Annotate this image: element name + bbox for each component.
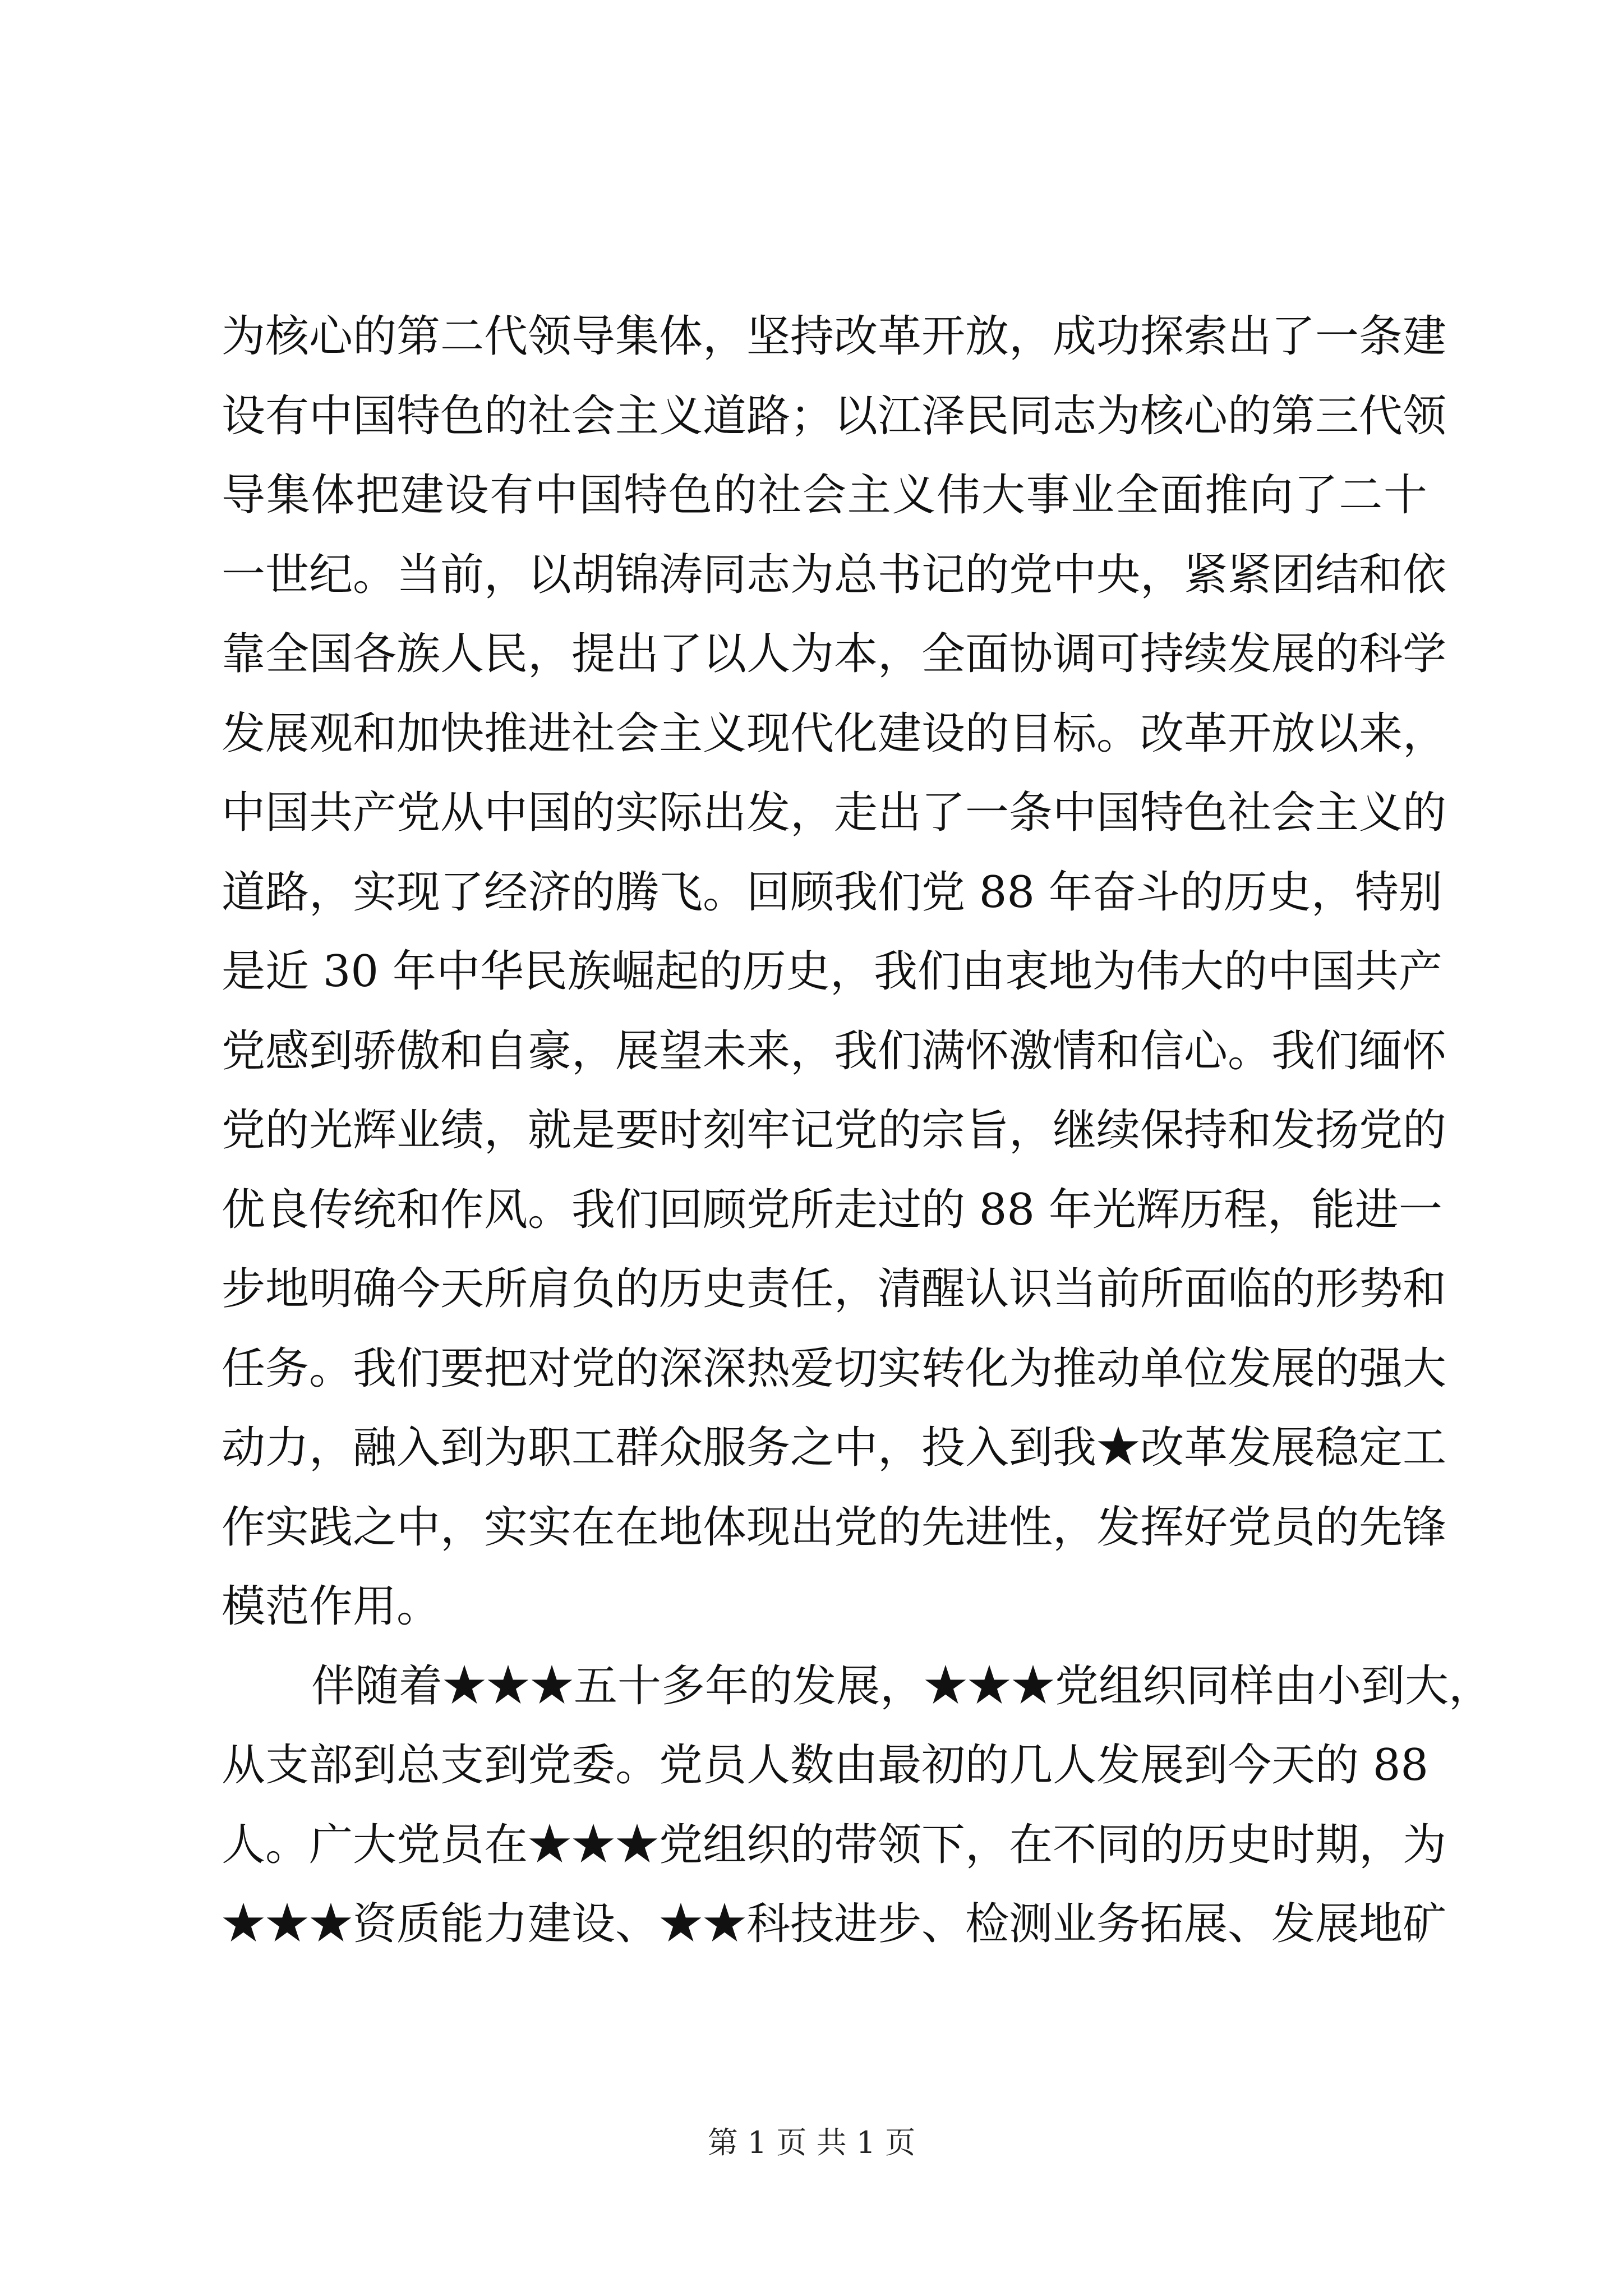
- text-line: 靠全国各族人民，提出了以人为本，全面协调可持续发展的科学: [222, 629, 1447, 679]
- text-line: ★★★资质能力建设、★★科技进步、检测业务拓展、发展地矿: [222, 1899, 1447, 1949]
- text-line: 任务。我们要把对党的深深热爱切实转化为推动单位发展的强大: [222, 1343, 1447, 1394]
- text-line: 是近 30 年中华民族崛起的历史，我们由衷地为伟大的中国共产: [222, 946, 1442, 997]
- text-line: 党感到骄傲和自豪，展望未来，我们满怀激情和信心。我们缅怀: [222, 1025, 1447, 1076]
- text-line: 动力，融入到为职工群众服务之中，投入到我★改革发展稳定工: [222, 1423, 1447, 1473]
- text-line: 为核心的第二代领导集体，坚持改革开放，成功探索出了一条建: [222, 311, 1447, 362]
- text-line: 党的光辉业绩，就是要时刻牢记党的宗旨，继续保持和发扬党的: [222, 1105, 1447, 1156]
- text-line: 一世纪。当前，以胡锦涛同志为总书记的党中央，紧紧团结和依: [222, 549, 1447, 600]
- text-line: 人。广大党员在★★★党组织的带领下，在不同的历史时期，为: [222, 1819, 1447, 1870]
- text-line: 发展观和加快推进社会主义现代化建设的目标。改革开放以来，: [222, 708, 1447, 759]
- paragraph: [222, 1647, 1493, 1964]
- document-body: [222, 297, 1493, 1964]
- text-line: 模范作用。: [222, 1581, 441, 1632]
- text-line: 中国共产党从中国的实际出发，走出了一条中国特色社会主义的: [222, 788, 1447, 838]
- text-line: 作实践之中，实实在在地体现出党的先进性，发挥好党员的先锋: [222, 1502, 1447, 1553]
- paragraph: [222, 297, 1447, 1647]
- text-line: 步地明确今天所肩负的历史责任，清醒认识当前所面临的形势和: [222, 1264, 1447, 1314]
- text-line: 设有中国特色的社会主义道路；以江泽民同志为核心的第三代领: [222, 390, 1447, 441]
- text-line: 导集体把建设有中国特色的社会主义伟大事业全面推向了二十: [222, 470, 1427, 521]
- page-footer: 第 1 页 共 1 页: [707, 2125, 916, 2160]
- text-line: 道路，实现了经济的腾飞。回顾我们党 88 年奋斗的历史，特别: [222, 867, 1442, 918]
- text-line: 从支部到总支到党委。党员人数由最初的几人发展到今天的 88: [222, 1740, 1429, 1791]
- text-line: 优良传统和作风。我们回顾党所走过的 88 年光辉历程，能进一: [222, 1184, 1442, 1235]
- text-line: 伴随着★★★五十多年的发展，★★★党组织同样由小到大，: [311, 1660, 1493, 1711]
